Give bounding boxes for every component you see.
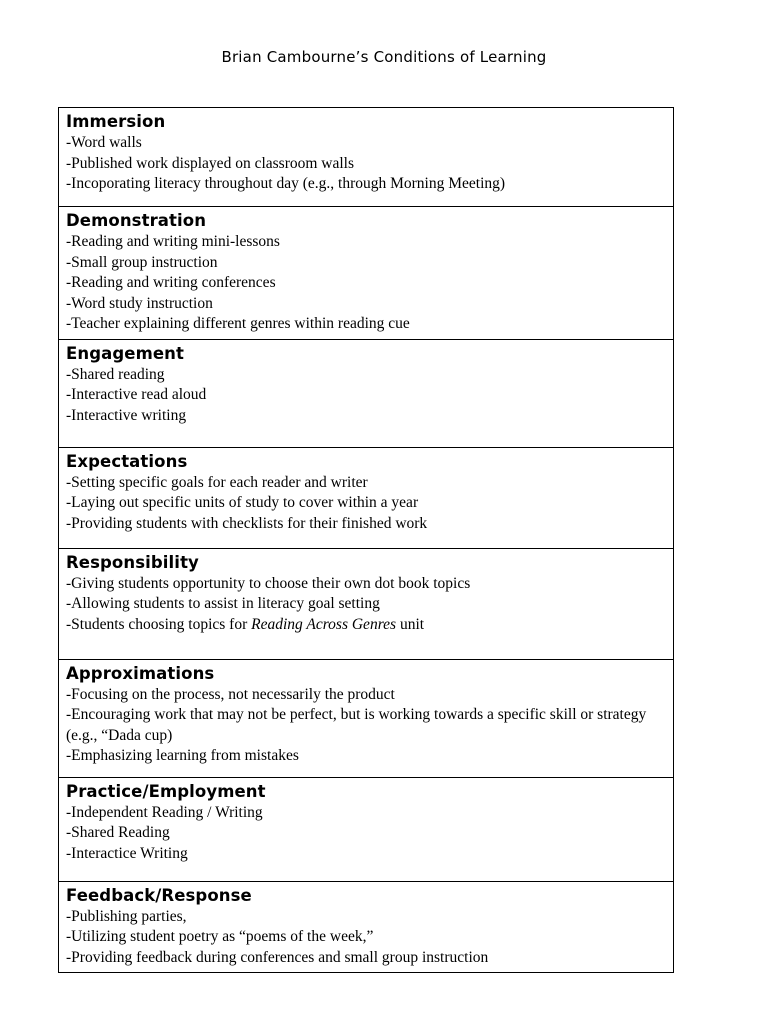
- condition-item: -Utilizing student poetry as “poems of the week,”: [66, 928, 374, 945]
- condition-item: -Shared Reading: [66, 824, 170, 841]
- condition-item: -Focusing on the process, not necessarily the product: [66, 685, 395, 703]
- condition-item: -Teacher explaining different genres within reading cue: [66, 315, 410, 332]
- page-title: Brian Cambourne’s Conditions of Learning: [221, 48, 547, 66]
- condition-item: -Interactive read aloud: [66, 386, 207, 403]
- condition-cell: [59, 339, 674, 447]
- condition-heading: Expectations: [66, 451, 188, 471]
- condition-cell: [59, 548, 674, 659]
- condition-item-prefix: -Students choosing topics for: [66, 615, 252, 633]
- condition-item: -Publishing parties,: [66, 907, 187, 925]
- condition-heading: Engagement: [66, 343, 184, 363]
- condition-row-approximations: [59, 659, 674, 777]
- condition-heading: Approximations: [66, 663, 215, 683]
- condition-row-responsibility: [59, 548, 674, 659]
- condition-heading: Demonstration: [66, 211, 207, 230]
- unit-title: Reading Across Genres: [251, 615, 397, 633]
- condition-item: -Setting specific goals for each reader and writer: [66, 473, 368, 491]
- condition-item: -Encouraging work that may not be perfect, but is working towards a specific skill or strategy (e.g., “Dada cup): [66, 706, 647, 744]
- condition-cell: [59, 659, 674, 777]
- condition-item: -Giving students opportunity to choose their own dot book topics: [66, 574, 471, 592]
- condition-item: -Allowing students to assist in literacy goal setting: [66, 595, 380, 612]
- condition-item: -Providing feedback during conferences and small group instruction: [66, 948, 489, 966]
- condition-item: -Laying out specific units of study to cover within a year: [66, 494, 419, 511]
- condition-item: -Published work displayed on classroom walls: [66, 154, 355, 172]
- condition-item: -Reading and writing conferences: [66, 274, 276, 291]
- condition-heading: Responsibility: [66, 552, 199, 572]
- condition-row-demonstration: [59, 207, 674, 340]
- condition-item: -Providing students with checklists for their finished work: [66, 514, 428, 532]
- condition-item: -Word study instruction: [66, 294, 213, 312]
- condition-row-engagement: [59, 339, 674, 447]
- condition-item: -Interactice Writing: [66, 844, 188, 862]
- condition-heading: Feedback/Response: [66, 885, 252, 905]
- condition-item-italic: [66, 615, 673, 636]
- condition-row-practice: [59, 777, 674, 881]
- condition-heading: Immersion: [66, 112, 166, 131]
- condition-cell: [59, 447, 674, 548]
- condition-cell: [59, 881, 674, 973]
- condition-cell: [59, 207, 674, 340]
- condition-item: -Incoporating literacy throughout day (e.g., through Morning Meeting): [66, 175, 506, 192]
- condition-item: -Shared reading: [66, 365, 165, 383]
- condition-row-immersion: [59, 108, 674, 207]
- condition-cell: [59, 777, 674, 881]
- condition-row-feedback: [59, 881, 674, 973]
- condition-item: -Interactive writing: [66, 406, 187, 424]
- condition-heading: Practice/Employment: [66, 781, 266, 801]
- condition-item: -Independent Reading / Writing: [66, 803, 263, 821]
- condition-item: -Word walls: [66, 134, 142, 151]
- condition-row-expectations: [59, 447, 674, 548]
- conditions-table: [58, 107, 674, 973]
- condition-item-suffix: unit: [396, 615, 425, 633]
- condition-item: -Reading and writing mini-lessons: [66, 233, 280, 250]
- condition-item: -Small group instruction: [66, 253, 218, 271]
- condition-cell: [59, 108, 674, 207]
- condition-item: -Emphasizing learning from mistakes: [66, 747, 299, 764]
